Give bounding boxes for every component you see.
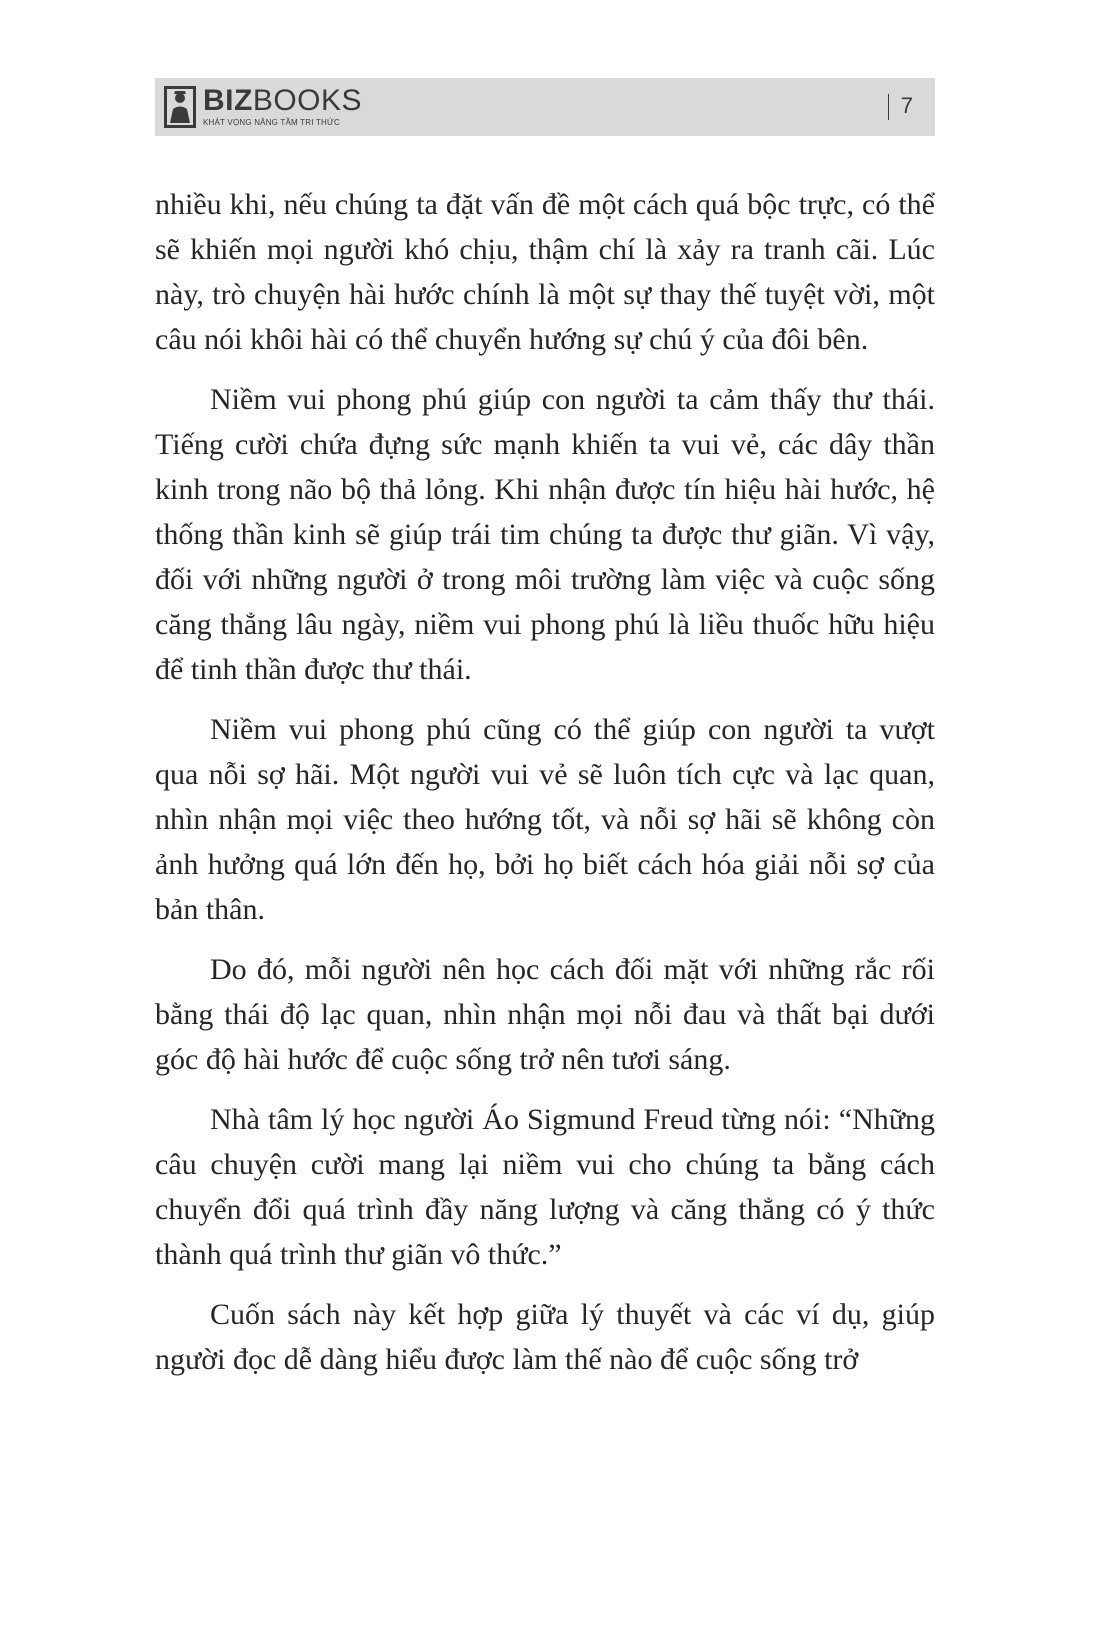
paragraph-3: Niềm vui phong phú cũng có thể giúp con người ta vượt qua nỗi sợ hãi. Một người vui vẻ sẽ luôn tích cực và lạc quan, nhìn nhận mọi việc theo hướng tốt, và nỗi sợ hãi sẽ không còn ảnh hưởng quá lớn đến họ, bởi họ biết cách hóa giải nỗi sợ của bản thân. xyxy=(155,713,935,926)
paragraph-4: Do đó, mỗi người nên học cách đối mặt với những rắc rối bằng thái độ lạc quan, nhìn nhận mọi nỗi đau và thất bại dưới góc độ hài hước để cuộc sống trở nên tươi sáng. xyxy=(155,953,935,1076)
bizbooks-logo xyxy=(163,84,362,130)
brand-name: BIZBOOKS xyxy=(203,84,363,117)
paragraph-1: nhiều khi, nếu chúng ta đặt vấn đề một cách quá bộc trực, có thể sẽ khiến mọi người khó chịu, thậm chí là xảy ra tranh cãi. Lúc này, trò chuyện hài hước chính là một sự thay thế tuyệt vời, một câu nói khôi hài có thể chuyển hướng sự chú ý của đôi bên. xyxy=(155,188,935,356)
page-number-value: 7 xyxy=(900,93,913,118)
brand-tagline: KHÁT VỌNG NÂNG TẦM TRI THỨC xyxy=(203,118,340,127)
page-number xyxy=(888,92,913,120)
page-number-divider xyxy=(888,94,889,120)
paragraph-6: Cuốn sách này kết hợp giữa lý thuyết và các ví dụ, giúp người đọc dễ dàng hiểu được làm thế nào để cuộc sống trở xyxy=(155,1298,935,1376)
page-header xyxy=(155,78,935,136)
logo-wordmark xyxy=(203,86,362,128)
paragraph-5: Nhà tâm lý học người Áo Sigmund Freud từng nói: “Những câu chuyện cười mang lại niềm vui cho chúng ta bằng cách chuyển đổi quá trình đầy năng lượng và căng thẳng có ý thức thành quá trình thư giãn vô thức.” xyxy=(155,1103,935,1271)
bizbooks-logo-icon xyxy=(163,85,197,129)
page-body xyxy=(155,182,935,1397)
paragraph-2: Niềm vui phong phú giúp con người ta cảm thấy thư thái. Tiếng cười chứa đựng sức mạnh khiến ta vui vẻ, các dây thần kinh trong não bộ thả lỏng. Khi nhận được tín hiệu hài hước, hệ thống thần kinh sẽ giúp trái tim chúng ta được thư giãn. Vì vậy, đối với những người ở trong môi trường làm việc và cuộc sống căng thẳng lâu ngày, niềm vui phong phú là liều thuốc hữu hiệu để tinh thần được thư thái. xyxy=(155,383,935,686)
